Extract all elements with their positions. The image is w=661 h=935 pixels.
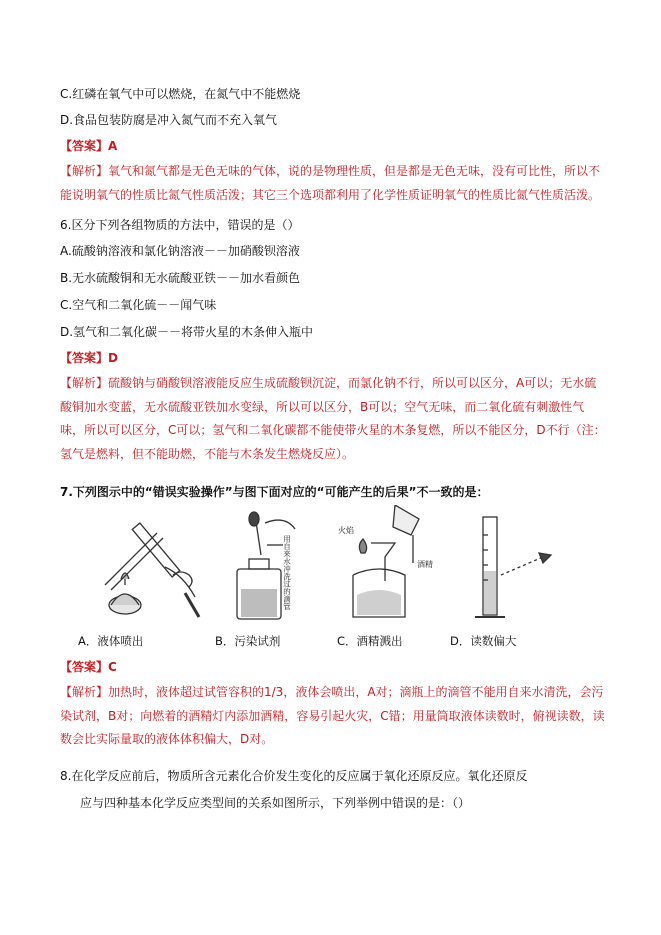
figure-caption-c: C．酒精溅出 [337, 634, 403, 648]
q5-option-d: D.食品包装防腐是冲入氮气而不充入氧气 [60, 113, 278, 127]
figure-caption-a: A．液体喷出 [78, 634, 144, 648]
q6-stem: 6.区分下列各组物质的方法中，错误的是（） [60, 218, 300, 232]
figure-b-label: 用自来水冲洗过的滴管 [282, 535, 292, 610]
figure-c-label-alcohol: 酒精 [417, 560, 433, 569]
q7-stem: 7.下列图示中的“错误实验操作”与图下面对应的“可能产生的后果”不一致的是： [60, 485, 489, 499]
q5-option-c: C.红磷在氧气中可以燃烧，在氮气中不能燃烧 [60, 87, 301, 101]
q6-option-b: B.无水硫酸铜和无水硫酸亚铁－－加水看颜色 [60, 271, 301, 285]
figure-caption-b: B．污染试剂 [215, 634, 281, 648]
q7-answer: 【答案】C [60, 660, 117, 674]
q5-answer: 【答案】A [60, 139, 118, 153]
q6-option-c: C.空气和二氧化硫－－闻气味 [60, 298, 217, 312]
figure-a-heating-tube [105, 523, 199, 617]
q6-analysis: 【解析】硫酸钠与硝酸钡溶液能反应生成硫酸钡沉淀，而氯化钠不行，所以可以区分，A可以；无水硫酸铜加水变蓝，无水硫酸亚铁加水变绿，所以可以区分，B可以；空气无味，而二氧化硫有刺激性气味，所以可以区分，C可以；氢气和二氧化碳都不能使带火星的木条复燃，所以不能区分，D不行（注：氢气是燃料，但不能助燃，不能与木条发生燃烧反应）。 [60, 376, 606, 461]
q6-answer: 【答案】D [60, 351, 118, 365]
q8-stem-line2: 应与四种基本化学反应类型间的关系如图所示，下列举例中错误的是：（） [80, 796, 471, 810]
q6-option-a: A.硫酸钠溶液和氯化钠溶液－－加硝酸钡溶液 [60, 244, 300, 258]
figure-c-label-flame: 火焰 [338, 526, 354, 535]
figure-c-lamp-funnel [353, 505, 419, 617]
q7-analysis: 【解析】加热时，液体超过试管容积的1/3，液体会喷出，A对；滴瓶上的滴管不能用自来水清洗，会污染试剂，B对；向燃着的酒精灯内添加酒精，容易引起火灾，C错；用量筒取液体读数时，俯视读数，读数会比实际量取的液体体积偏大，D对。 [60, 685, 605, 746]
figure-caption-d: D．读数偏大 [450, 634, 517, 648]
q5-analysis: 【解析】氧气和氮气都是无色无味的气体，说的是物理性质，但是都是无色无味，没有可比性，所以不能说明氧气的性质比氮气性质活泼；其它三个选项都利用了化学性质证明氧气的性质比氮气性质活泼。 [60, 164, 601, 202]
q7-experiment-figure [95, 505, 565, 630]
figure-d-cylinder [475, 517, 551, 617]
q6-option-d: D.氢气和二氧化碳－－将带火星的木条伸入瓶中 [60, 325, 314, 339]
q8-stem-line1: 8.在化学反应前后，物质所含元素化合价发生变化的反应属于氧化还原反应。氧化还原反 [60, 769, 528, 783]
